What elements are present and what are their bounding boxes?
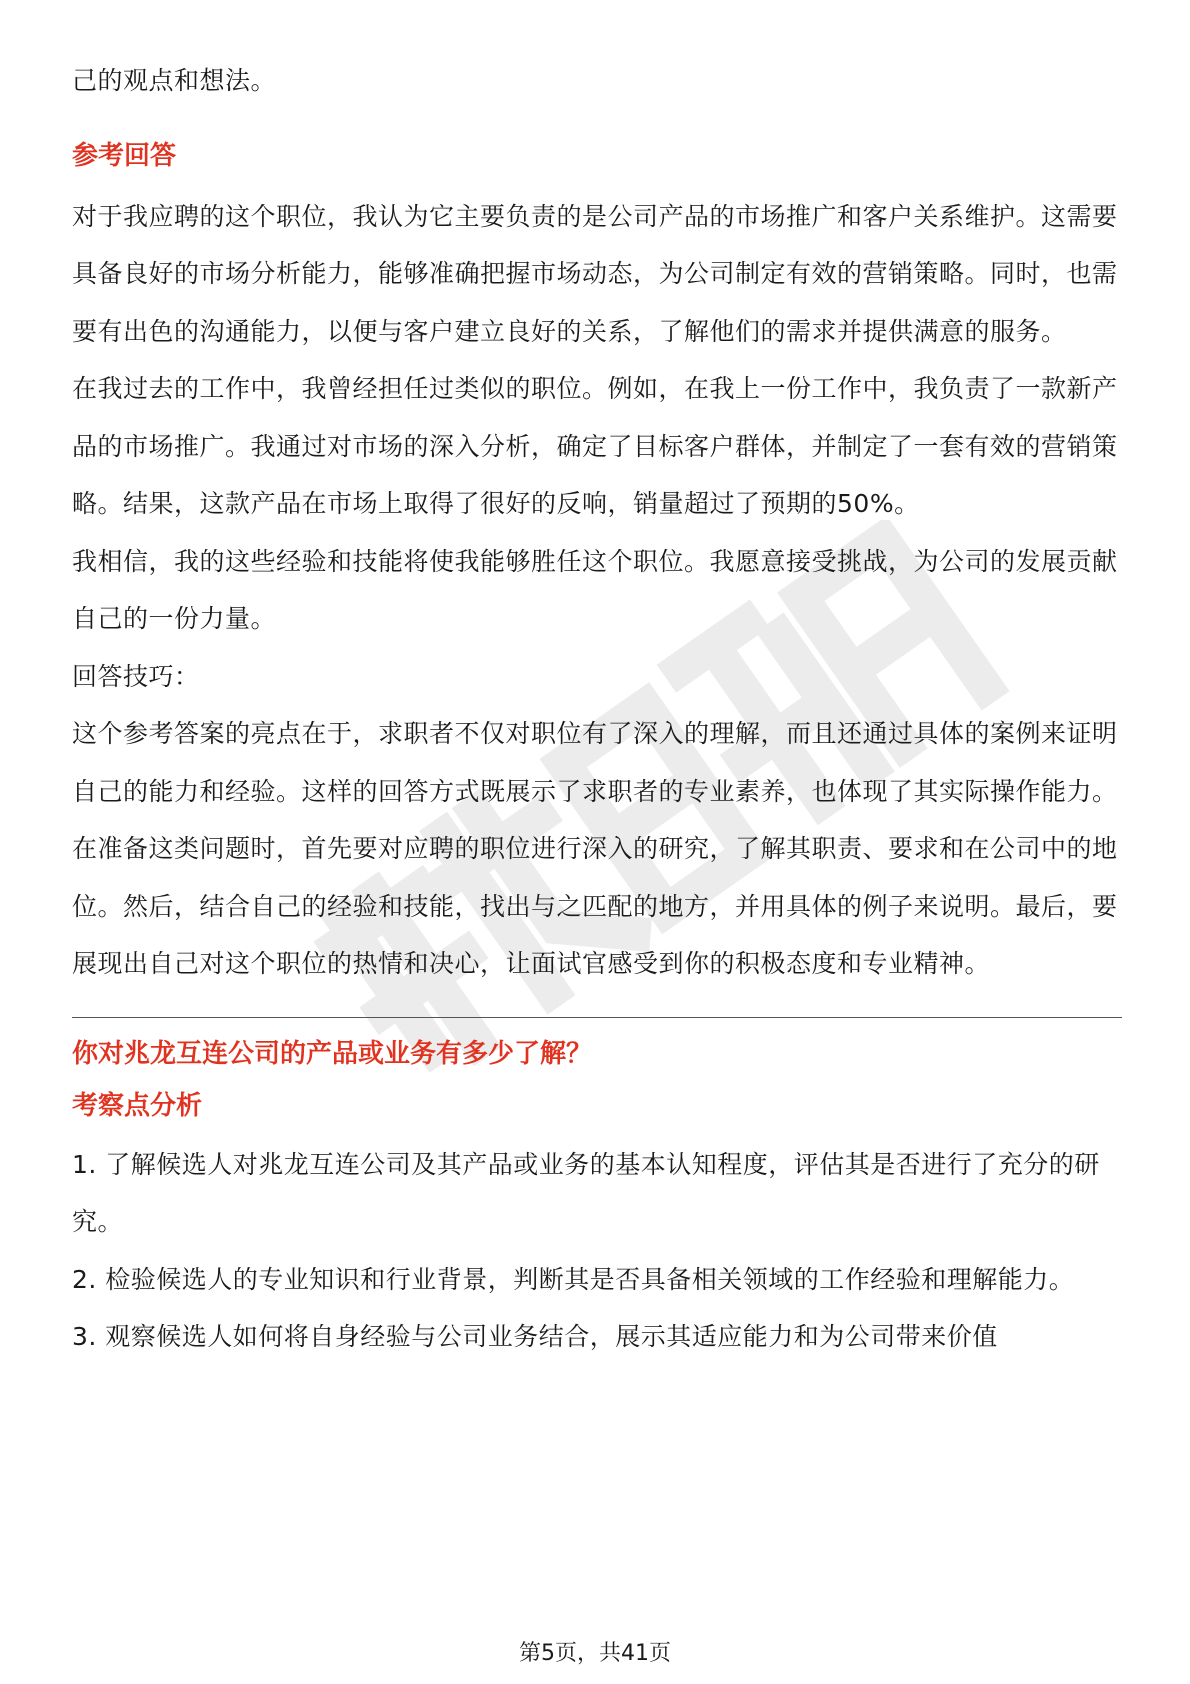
answer-paragraph: 在我过去的工作中，我曾经担任过类似的职位。例如，在我上一份工作中，我负责了一款新产品的市场推广。我通过对市场的深入分析，确定了目标客户群体，并制定了一套有效的营销策略。结果，这款产品在市场上取得了很好的反响，销量超过了预期的50%。 [72, 374, 1118, 518]
answer-paragraph: 对于我应聘的这个职位，我认为它主要负责的是公司产品的市场推广和客户关系维护。这需要具备良好的市场分析能力，能够准确把握市场动态，为公司制定有效的营销策略。同时，也需要有出色的沟通能力，以便与客户建立良好的关系，了解他们的需求并提供满意的服务。 [72, 201, 1118, 346]
tips-label: 回答技巧： [72, 661, 200, 691]
intro-tail-text: 己的观点和想法。 [72, 66, 277, 95]
analysis-point: 1. 了解候选人对兆龙互连公司及其产品或业务的基本认知程度，评估其是否进行了充分的研究。 [72, 1149, 1100, 1236]
analysis-point: 2. 检验候选人的专业知识和行业背景，判断其是否具备相关领域的工作经验和理解能力。 [72, 1264, 1075, 1294]
analysis-point: 3. 观察候选人如何将自身经验与公司业务结合，展示其适应能力和为公司带来价值 [72, 1322, 998, 1351]
answer-paragraph: 我相信，我的这些经验和技能将使我能够胜任这个职位。我愿意接受挑战，为公司的发展贡献自己的一份力量。 [72, 546, 1118, 633]
section-divider [72, 1017, 1122, 1018]
tips-paragraph: 这个参考答案的亮点在于，求职者不仅对职位有了深入的理解，而且还通过具体的案例来证明自己的能力和经验。这样的回答方式既展示了求职者的专业素养，也体现了其实际操作能力。 [72, 719, 1118, 806]
reference-answer-heading: 参考回答 [72, 140, 177, 171]
analysis-heading: 考察点分析 [72, 1090, 203, 1121]
page-content [72, 52, 1122, 1366]
page-number: 第5页，共41页 [519, 1641, 671, 1666]
question-heading: 你对兆龙互连公司的产品或业务有多少了解？ [72, 1038, 593, 1069]
tips-paragraph: 在准备这类问题时，首先要对应聘的职位进行深入的研究，了解其职责、要求和在公司中的地位。然后，结合自己的经验和技能，找出与之匹配的地方，并用具体的例子来说明。最后，要展现出自己对这个职位的热情和决心，让面试官感受到你的积极态度和专业精神。 [72, 834, 1118, 978]
